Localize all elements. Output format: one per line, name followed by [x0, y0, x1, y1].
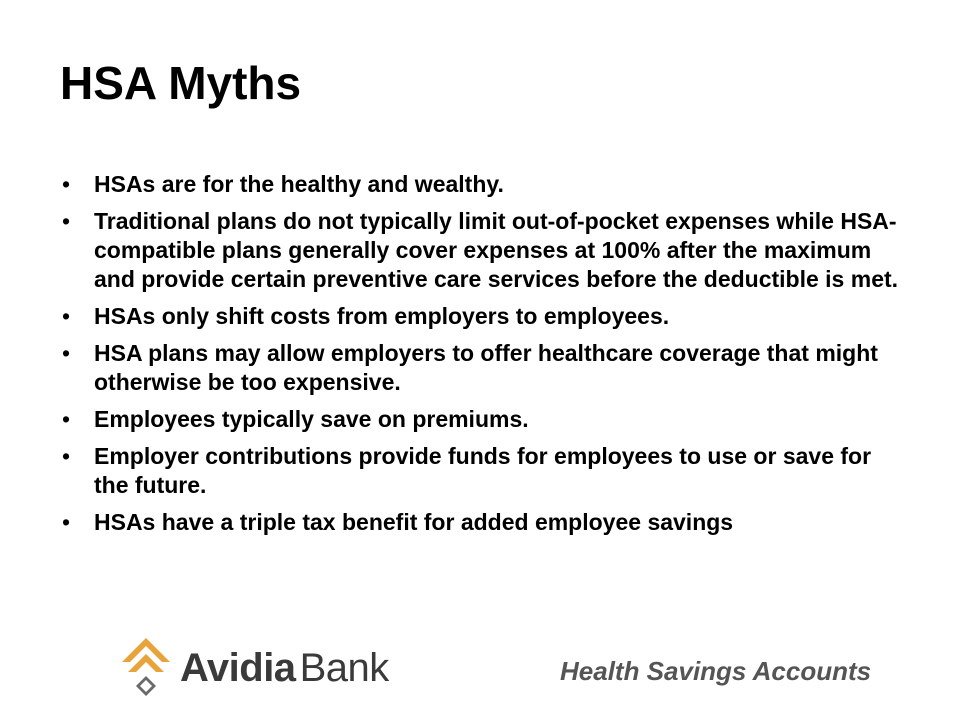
list-item [60, 302, 910, 331]
bullet-text: HSAs have a triple tax benefit for added employee savings [94, 509, 734, 535]
bullet-text: Employer contributions provide funds for employees to use or save for the future. [94, 443, 872, 498]
footer [0, 630, 960, 710]
list-item [60, 339, 910, 397]
bullet-text: HSA plans may allow employers to offer healthcare coverage that might otherwise be too expensive. [94, 340, 878, 395]
bullet-text: HSAs only shift costs from employers to employees. [94, 303, 670, 329]
bullet-icon: • [62, 443, 71, 469]
bullet-list [60, 170, 910, 545]
avidia-bank-logo [118, 636, 389, 700]
bullet-icon: • [62, 208, 71, 234]
slide-title: HSA Myths [60, 57, 302, 109]
footer-tagline: Health Savings Accounts [560, 656, 872, 686]
list-item [60, 405, 910, 434]
logo-brand-text: Avidia [180, 646, 296, 690]
bullet-text: Employees typically save on premiums. [94, 406, 529, 432]
bullet-icon: • [62, 171, 71, 197]
list-item [60, 442, 910, 500]
logo-bank-text: Bank [299, 646, 389, 690]
bullet-icon: • [62, 340, 71, 366]
bullet-icon: • [62, 406, 71, 432]
bullet-icon: • [62, 303, 71, 329]
bullet-text: Traditional plans do not typically limit out-of-pocket expenses while HSA-compatible plans generally cover expenses at 100% after the maximum and provide certain preventive care services before the deductible is met. [94, 208, 899, 292]
bullet-text: HSAs are for the healthy and wealthy. [94, 171, 504, 197]
bullet-icon: • [62, 509, 71, 535]
logo-wordmark [180, 648, 389, 688]
avidia-diamond-logo-icon [118, 636, 174, 700]
list-item [60, 207, 910, 294]
list-item [60, 508, 910, 537]
list-item [60, 170, 910, 199]
